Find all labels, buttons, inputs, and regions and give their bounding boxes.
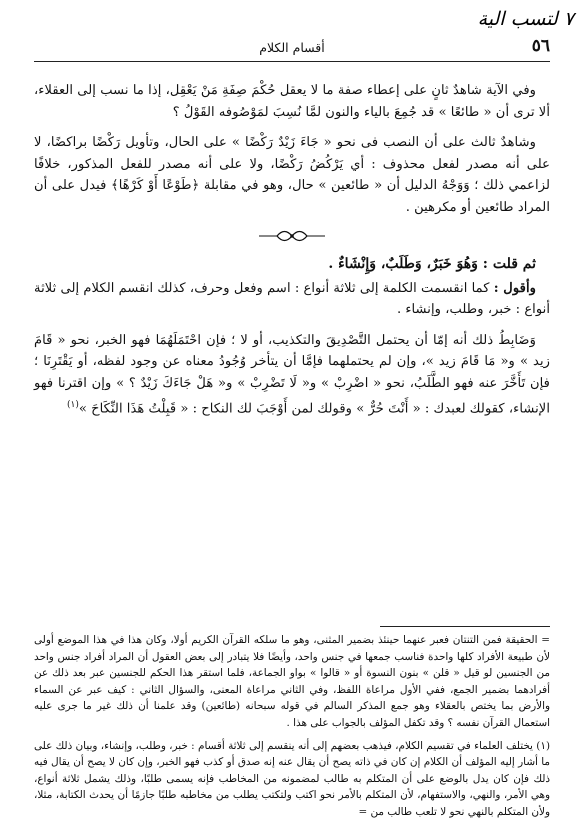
paragraph-3 <box>34 330 550 420</box>
page-number: ٥٦ <box>531 36 550 56</box>
running-header <box>34 36 550 62</box>
footnote-continuation: = الحقيقة فمن التنتان فعبر عنهما حينئذ بضمير المثنى، وهو ما سلكه القرآن الكريم أولا، وكان هذا في هذا الموضع أولى لأن طبيعة الأفراد كلها واحدة فناسب جمعها في جنس واحد، وأيضًا فلا يتبادر إلى بعض العقول أن المراد أفراد جنس واحد من الجنسين لو قيل « قلن » بنون النسوة أو « قالوا » بواو الجماعة، فلما استقر هذا الحكم للجنسين عبر بعد ذلك عن أفرادهما بضمير الجمع، ففي الأول مراعاة اللفظ، وفي الثاني مراعاة المعنى، والسؤال الثاني : كيف عبر عن السماء والأرض بما يختص بالعقلاء وهو جمع المذكر السالم في قوله سبحانه (طائعين) وقد علمنا أن ذلك غير ما جرى عليه استعمال القرآن نفسه ؟ وقد تكفل المؤلف بالجواب على هذا . <box>34 634 550 729</box>
handwritten-note: ٧ لتسب الية <box>477 8 574 30</box>
answer-paragraph <box>34 278 550 321</box>
ornament-icon <box>257 229 327 243</box>
answer-text: كما انقسمت الكلمة إلى ثلاثة أنواع : اسم وفعل وحرف، كذلك انقسم الكلام إلى ثلاثة أنواع : خبر، وطلب، وإنشاء . <box>34 280 550 318</box>
chapter-title: أقسام الكلام <box>259 40 325 55</box>
footnote-ref: (١) <box>67 399 79 410</box>
question-label: ثم قلت : <box>482 255 536 272</box>
ornament-divider <box>34 228 550 250</box>
paragraph-1: وفي الآية شاهدٌ ثانٍ على إعطاء صفة ما لا يعقل حُكْمَ صِفَةِ مَنْ يَعْقِل، إذا ما نسب إلى العقلاء، ألا ترى أن « طائعًا » قد جُمِعَ بالياء والنون لمَّا نُسِبَ لمَوْصُوفه القَوْلُ ؟ <box>34 83 550 120</box>
header-rule <box>34 61 550 62</box>
main-text <box>34 80 550 429</box>
footnotes <box>34 632 550 827</box>
footnote-divider <box>380 626 550 627</box>
question-line <box>34 256 550 272</box>
paragraph-3-text: وَضَابِطُ ذلك أنه إمّا أن يحتمل التَّصْدِيقَ والتكذيب، أو لا ؛ فإن احْتَمَلَهُمَا فهو الخبر، نحو « قَامَ زيد » و« مَا قَامَ زيد »، وإن لم يحتملهما فإمَّا أن يتأخر وُجُودُ معناه عن وجود لفظه، أو يَقْتَرِنَا ؛ فإن تَأَخَّرَ عنه فهو الطَّلَبُ، نحو « اضْرِبْ » و« لَا تَضْرِبْ » و« هَلْ جَاءَكَ زَيْدٌ ؟ » وإن اقترنا فهو الإنشاء، كقولك لعبدك : « أَنْتَ حُرٌّ » وقولك لمن أَوْجَبَ لك النكاح : « قَبِلْتُ هَذَا النِّكَاحَ » <box>34 332 550 416</box>
question-text: وَهُوَ خَبَرٌ، وَطَلَبٌ، وَإِنْشَاءٌ . <box>328 255 478 272</box>
footnote-1: (١) يختلف العلماء في تقسيم الكلام، فيذهب بعضهم إلى أنه ينقسم إلى ثلاثة أقسام : خبر، وطلب، وإنشاء، وبيان ذلك على ما أشار إليه المؤلف أن الكلام إن كان في ذاته يصح أن يقال عنه إنه صدق أو كذب فهو الخبر، وإن كان لا يصح أن يقال فيه ذلك فإن كان يدل بالوضع على أن المتكلم به طالب لمضمونه من المخاطب فإنه يسمى طلبًا، وذلك يشمل ثلاثة أنواع، وهي الأمر، والنهي، والاستفهام، لأن المتكلم بالأمر نحو اكتب ولتكتب يطلب من مخاطبه طلبًا جازمًا أن يحدث الكتابة، مثلا، ولأن المتكلم بالنهي نحو لا تلعب طالب من = <box>34 739 550 818</box>
paragraph-2: وشاهدٌ ثالث على أن النصب فى نحو « جَاءَ زَيْدٌ رَكْضًا » على الحال، وتأويل رَكْضًا براكضًا، لا على أنه مصدر لفعل محذوف : أي يَرْكُضُ رَكْضًا، ولا على أنه مصدر للفعل المذكور، خلافًا لزاعمي ذلك ؛ وَوَجْهُ الدليل أن « طائعين » حال، وهو في مقابلة ﴿طَوْعًا أَوْ كَرْهًا﴾ فيدل على أن المراد طائعين أو مكرهين . <box>34 135 550 215</box>
answer-label: وأقول : <box>493 280 536 296</box>
